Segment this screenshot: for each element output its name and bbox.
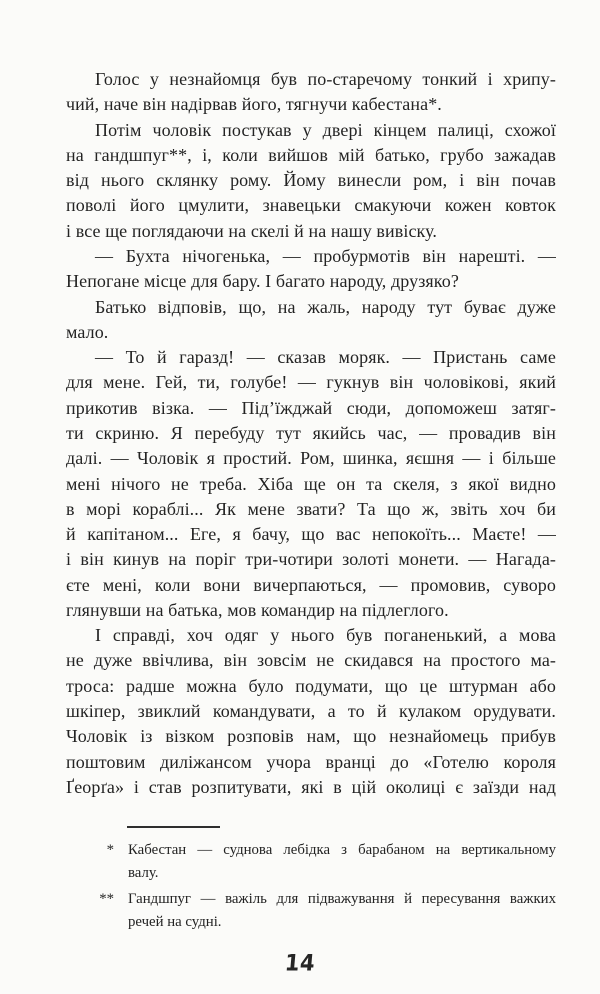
text-line: на гандшпуг**, і, коли вийшов мій батько, грубо зажадав <box>66 144 556 165</box>
text-line: і він кинув на поріг три-чотири золоті монети. — Нагада- <box>66 549 556 570</box>
text-line: мало. <box>66 321 109 342</box>
text-line: прикотив візка. — Під’їжджай сюди, допоможеш затяг- <box>66 397 556 418</box>
text-line: єте мені, коли вони вичерпаються, — промовив, суворо <box>66 574 556 595</box>
text-line: в морі кораблі... Як мене звати? Та що ж, звіть хоч би <box>66 498 556 519</box>
page-number: 14 <box>283 950 317 976</box>
text-line: троса: радше можна було подумати, що це штурман або <box>66 675 556 696</box>
page-text <box>66 67 556 800</box>
text-line: Непогане місце для бару. І багато народу, друзяко? <box>66 271 459 292</box>
text-line: Голос у незнайомця був по-старечому тонкий і хрипу- <box>95 69 556 89</box>
footnote <box>66 888 556 933</box>
text-line: чий, наче він надірвав його, тягнучи кабестана*. <box>66 94 442 115</box>
footnotes <box>66 826 556 933</box>
text-line: поволі його цмулити, знавецьки смакуючи кожен ковток <box>66 195 556 216</box>
footnote-line: Кабестан — суднова лебідка з барабаном на вертикальному <box>128 842 556 858</box>
text-line: — Бухта нічогенька, — пробурмотів він нарешті. — <box>95 245 556 266</box>
footnote-line: Гандшпуг — важіль для підважування й пересування важких <box>128 891 556 907</box>
text-line: поштовим диліжансом учора вранці до «Готелю короля <box>66 751 556 772</box>
footnote-marker: ** <box>99 891 114 907</box>
text-line: глянувши на батька, мов командир на підлеглого. <box>66 599 449 620</box>
text-line: для мене. Гей, ти, голубе! — гукнув він чоловікові, який <box>66 372 556 393</box>
footnote <box>66 839 556 884</box>
footnote-divider <box>127 826 220 828</box>
text-line: — То й гаразд! — сказав моряк. — Пристань саме <box>95 347 556 368</box>
footnote-line: речей на судні. <box>128 913 222 930</box>
text-line: далі. — Чоловік я простий. Ром, шинка, яєшня — і більше <box>66 448 556 469</box>
footnote-list <box>66 839 556 933</box>
footnote-marker: * <box>106 842 114 858</box>
text-line: ти скриню. Я перебуду тут якийсь час, — провадив він <box>66 422 556 443</box>
text-line: Батько відповів, що, на жаль, народу тут буває дуже <box>95 296 556 317</box>
footnote-text <box>128 888 556 933</box>
footnote-text <box>128 839 556 884</box>
text-line: не дуже ввічлива, він зовсім не скидався на простого ма- <box>66 650 556 671</box>
footnote-line: валу. <box>128 864 159 881</box>
text-line: Ґеорґа» і став розпитувати, які в цій околиці є заїзди над <box>66 776 556 797</box>
text-line: Потім чоловік постукав у двері кінцем палиці, схожої <box>95 119 556 140</box>
text-line: мені нічого не треба. Хіба ще он та скеля, з якої видно <box>66 473 556 494</box>
text-line: і все ще поглядаючи на скелі й на нашу вивіску. <box>66 220 438 241</box>
text-line: від нього склянку рому. Йому винесли ром, і він почав <box>66 170 556 191</box>
text-line: й капітаном... Еге, я бачу, що вас непокоїть... Маєте! — <box>66 524 556 545</box>
text-line: шкіпер, звиклий командувати, а то й кулаком орудувати. <box>66 701 556 722</box>
text-line: І справді, хоч одяг у нього був поганенький, а мова <box>95 625 556 646</box>
text-line: Чоловік із візком розповів нам, що незнайомець прибув <box>66 726 556 747</box>
